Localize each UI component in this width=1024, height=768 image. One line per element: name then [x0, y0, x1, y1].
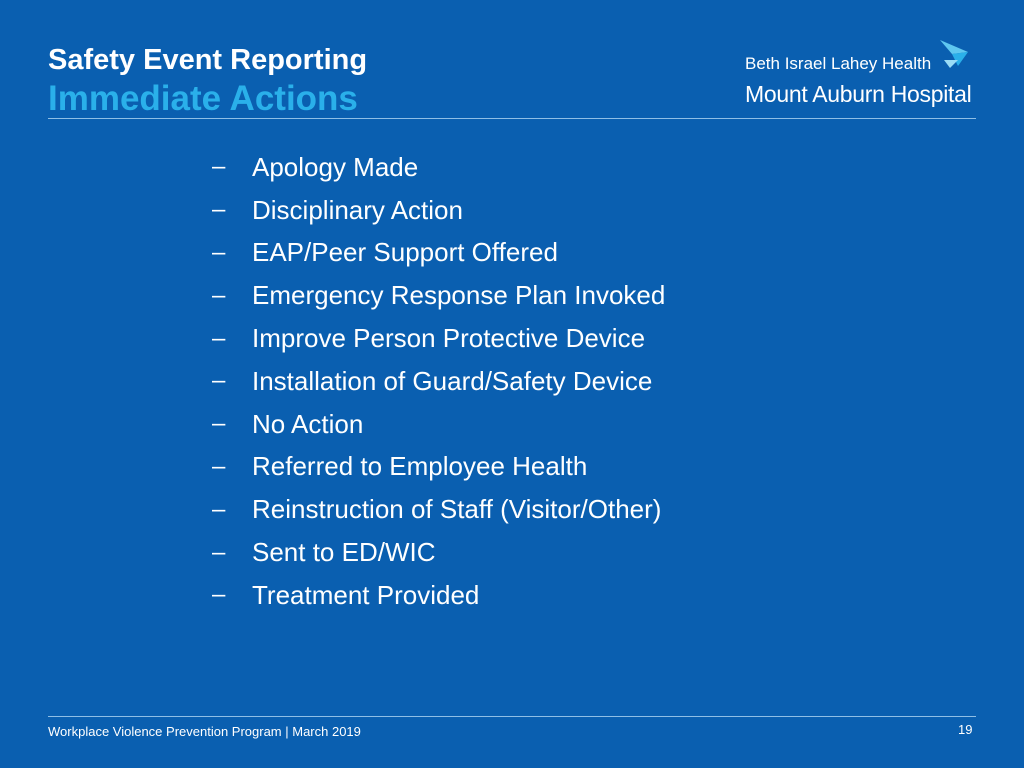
logo-system-name: Beth Israel Lahey Health	[745, 54, 932, 73]
list-item	[212, 488, 665, 531]
list-item-label: Referred to Employee Health	[252, 451, 588, 482]
dash-bullet: –	[212, 495, 226, 523]
logo-hospital-name: Mount Auburn Hospital	[745, 81, 972, 107]
list-item-label: EAP/Peer Support Offered	[252, 237, 558, 268]
list-item	[212, 446, 665, 489]
header-divider	[48, 118, 976, 119]
dash-bullet: –	[212, 324, 226, 352]
list-item	[212, 317, 665, 360]
dash-bullet: –	[212, 538, 226, 566]
dash-bullet: –	[212, 410, 226, 438]
list-item	[212, 274, 665, 317]
hospital-logo	[745, 38, 977, 110]
footer-text: Workplace Violence Prevention Program | March 2019	[48, 724, 361, 739]
dash-bullet: –	[212, 367, 226, 395]
list-item	[212, 189, 665, 232]
list-item-label: Installation of Guard/Safety Device	[252, 365, 653, 396]
dash-bullet: –	[212, 581, 226, 609]
list-item-label: Sent to ED/WIC	[252, 537, 436, 568]
dash-bullet: –	[212, 196, 226, 224]
slide-subtitle: Immediate Actions	[48, 79, 358, 118]
list-item	[212, 232, 665, 275]
slide-title: Safety Event Reporting	[48, 44, 368, 76]
list-item-label: Emergency Response Plan Invoked	[252, 280, 666, 311]
list-item	[212, 360, 665, 403]
actions-list	[212, 146, 665, 617]
list-item-label: Reinstruction of Staff (Visitor/Other)	[252, 494, 662, 525]
list-item	[212, 146, 665, 189]
footer-divider	[48, 716, 976, 717]
list-item	[212, 531, 665, 574]
list-item-label: Apology Made	[252, 151, 419, 182]
bird-icon	[938, 38, 972, 72]
list-item-label: Improve Person Protective Device	[252, 323, 646, 354]
dash-bullet: –	[212, 452, 226, 480]
dash-bullet: –	[212, 153, 226, 181]
list-item	[212, 403, 665, 446]
list-item-label: No Action	[252, 408, 364, 439]
list-item	[212, 574, 665, 617]
list-item-label: Treatment Provided	[252, 579, 480, 610]
list-item-label: Disciplinary Action	[252, 194, 463, 225]
dash-bullet: –	[212, 281, 226, 309]
page-number: 19	[958, 722, 973, 737]
dash-bullet: –	[212, 238, 226, 266]
